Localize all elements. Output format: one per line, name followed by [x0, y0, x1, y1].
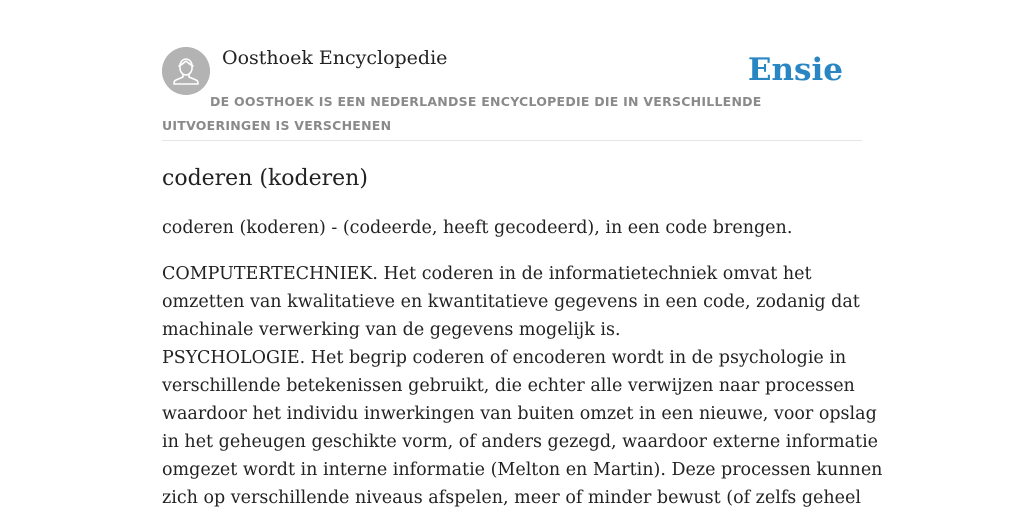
entry-definition: coderen (koderen) - (codeerde, heeft gecodeerd), in een code brengen. [162, 218, 793, 238]
entry-title: coderen (koderen) [162, 166, 368, 191]
body-line: verschillende betekenissen gebruikt, die echter alle verwijzen naar processen [162, 376, 855, 396]
entry-content [162, 163, 883, 512]
site-header [162, 46, 862, 141]
body-line: PSYCHOLOGIE. Het begrip coderen of encoderen wordt in de psychologie in [162, 348, 847, 368]
site-title[interactable]: Oosthoek Encyclopedie [222, 47, 448, 69]
body-line: zich op verschillende niveaus afspelen, meer of minder bewust (of zelfs geheel [162, 488, 861, 508]
body-line: omgezet wordt in interne informatie (Melton en Martin). Deze processen kunnen [162, 460, 883, 480]
body-line: machinale verwerking van de gegevens mogelijk is. [162, 320, 621, 340]
site-tagline: DE OOSTHOEK IS EEN NEDERLANDSE ENCYCLOPEDIE DIE IN VERSCHILLENDE UITVOERINGEN IS VERSCHENEN [162, 94, 762, 133]
body-line: COMPUTERTECHNIEK. Het coderen in de informatietechniek omvat het [162, 264, 812, 284]
user-avatar-icon[interactable] [162, 47, 210, 95]
ensie-logo-link[interactable]: Ensie [747, 52, 843, 88]
body-line: waardoor het individu inwerkingen van buiten omzet in een nieuwe, voor opslag [162, 404, 877, 424]
body-line: omzetten van kwalitatieve en kwantitatieve gegevens in een code, zodanig dat [162, 292, 860, 312]
entry-body [162, 260, 883, 512]
body-line: in het geheugen geschikte vorm, of anders gezegd, waardoor externe informatie [162, 432, 879, 452]
